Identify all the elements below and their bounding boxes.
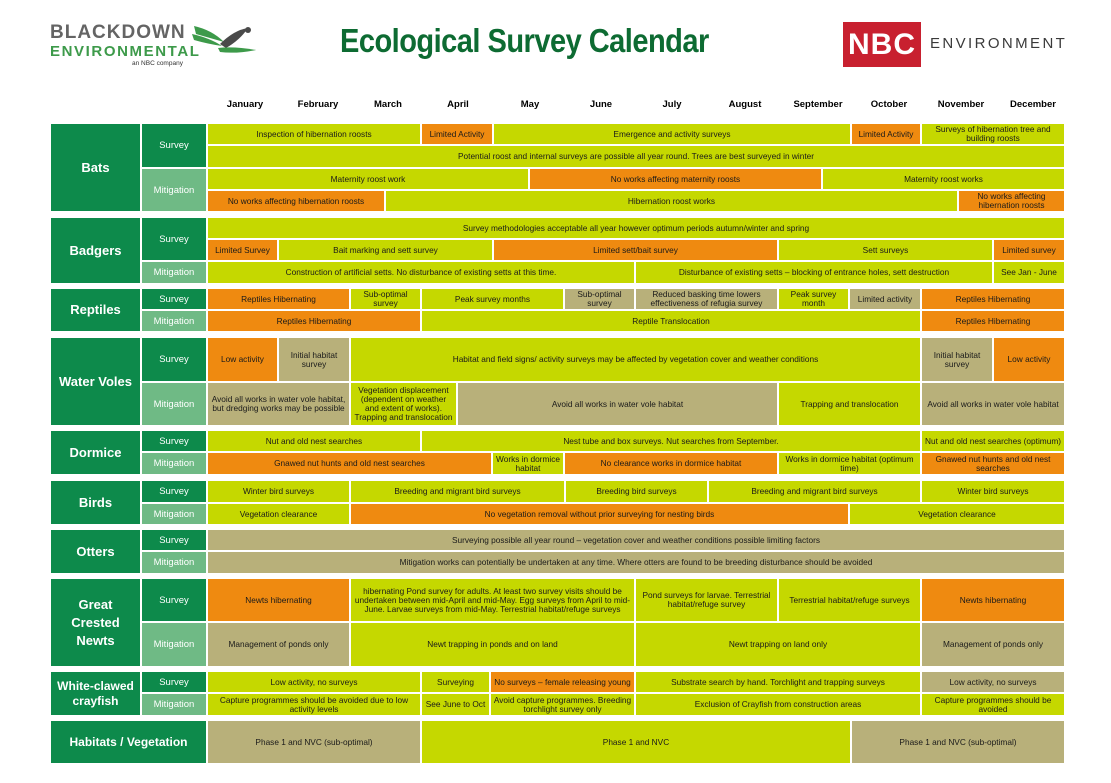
month-header: September	[793, 99, 843, 110]
calendar-cell: Peak survey months	[421, 288, 564, 310]
calendar-cell: Low activity, no surveys	[921, 671, 1065, 693]
calendar-cell: Phase 1 and NVC (sub-optimal)	[207, 720, 421, 764]
calendar-cell: Inspection of hibernation roosts	[207, 123, 421, 145]
species-crayfish: White-clawed crayfish	[50, 671, 141, 716]
row-label-mitigation: Mitigation	[141, 382, 207, 426]
row-label-mitigation: Mitigation	[141, 622, 207, 667]
calendar-cell: Reptile Translocation	[421, 310, 921, 332]
calendar-cell: Vegetation displacement (dependent on weather and extent of works). Trapping and translocation	[350, 382, 457, 426]
row-label-mitigation: Mitigation	[141, 693, 207, 716]
species-bats: Bats	[50, 123, 141, 212]
calendar-cell: Works in dormice habitat (optimum time)	[778, 452, 921, 475]
calendar-cell: Hibernation roost works	[385, 190, 958, 212]
species-dormice: Dormice	[50, 430, 141, 475]
calendar-cell: See June to Oct	[421, 693, 490, 716]
calendar-cell: Reptiles Hibernating	[207, 310, 421, 332]
blackdown-logo	[50, 20, 270, 70]
calendar-cell: Sett surveys	[778, 239, 993, 261]
calendar-cell: Mitigation works can potentially be undertaken at any time. Where otters are found to be breeding disturbance should be avoided	[207, 551, 1065, 574]
calendar-cell: Vegetation clearance	[849, 503, 1065, 525]
calendar-cell: Limited Survey	[207, 239, 278, 261]
month-header: February	[297, 99, 339, 110]
calendar-cell: Substrate search by hand. Torchlight and trapping surveys	[635, 671, 921, 693]
calendar-cell: Reduced basking time lowers effectiveness of refugia survey	[635, 288, 778, 310]
month-header: June	[589, 99, 613, 110]
calendar-cell: Surveying	[421, 671, 490, 693]
species-birds: Birds	[50, 480, 141, 525]
calendar-cell: Sub-optimal survey	[564, 288, 635, 310]
calendar-cell: Sub-optimal survey	[350, 288, 421, 310]
calendar-cell: Disturbance of existing setts – blocking of entrance holes, sett destruction	[635, 261, 993, 284]
calendar-cell: Reptiles Hibernating	[207, 288, 350, 310]
calendar-cell: Limited sett/bait survey	[493, 239, 778, 261]
month-header: May	[520, 99, 540, 110]
brand-line2: ENVIRONMENTAL	[50, 43, 201, 60]
species-great-crested-newts: Great Crested Newts	[50, 578, 141, 667]
calendar-cell: Limited Activity	[851, 123, 921, 145]
row-label-mitigation: Mitigation	[141, 310, 207, 332]
calendar-cell: Breeding bird surveys	[565, 480, 708, 503]
calendar-cell: Nut and old nest searches (optimum)	[921, 430, 1065, 452]
calendar-cell: Reptiles Hibernating	[921, 288, 1065, 310]
calendar-cell: Phase 1 and NVC	[421, 720, 851, 764]
calendar-cell: Survey methodologies acceptable all year however optimum periods autumn/winter and spring	[207, 217, 1065, 239]
calendar-cell: No works affecting hibernation roosts	[207, 190, 385, 212]
calendar-cell: Nut and old nest searches	[207, 430, 421, 452]
row-label-survey: Survey	[141, 480, 207, 503]
brand-line3: an NBC company	[132, 60, 183, 67]
calendar-cell: Capture programmes should be avoided due to low activity levels	[207, 693, 421, 716]
calendar-cell: Vegetation clearance	[207, 503, 350, 525]
calendar-cell: Initial habitat survey	[921, 337, 993, 382]
calendar-cell: Surveying possible all year round – vegetation cover and weather conditions possible limiting factors	[207, 529, 1065, 551]
row-label-mitigation: Mitigation	[141, 261, 207, 284]
month-header: August	[728, 99, 762, 110]
calendar-cell: Newt trapping on land only	[635, 622, 921, 667]
row-label-survey: Survey	[141, 430, 207, 452]
calendar-cell: Reptiles Hibernating	[921, 310, 1065, 332]
species-reptiles: Reptiles	[50, 288, 141, 332]
month-header: December	[1010, 99, 1056, 110]
calendar-cell: Breeding and migrant bird surveys	[350, 480, 565, 503]
row-label-mitigation: Mitigation	[141, 452, 207, 475]
calendar-cell: Avoid all works in water vole habitat	[457, 382, 778, 426]
calendar-cell: Phase 1 and NVC (sub-optimal)	[851, 720, 1065, 764]
row-label-mitigation: Mitigation	[141, 168, 207, 212]
calendar-cell: Avoid capture programmes. Breeding torchlight survey only	[490, 693, 635, 716]
calendar-cell: Newts hibernating	[207, 578, 350, 622]
calendar-cell: Maternity roost work	[207, 168, 529, 190]
calendar-cell: Avoid all works in water vole habitat, but dredging works may be possible	[207, 382, 350, 426]
calendar-cell: Management of ponds only	[207, 622, 350, 667]
row-label-survey: Survey	[141, 217, 207, 261]
calendar-cell: No vegetation removal without prior surveying for nesting birds	[350, 503, 849, 525]
calendar-cell: Potential roost and internal surveys are possible all year round. Trees are best surveyed in winter	[207, 145, 1065, 168]
calendar-cell: Capture programmes should be avoided	[921, 693, 1065, 716]
calendar-cell: No works affecting hibernation roosts	[958, 190, 1065, 212]
species-badgers: Badgers	[50, 217, 141, 284]
row-label-mitigation: Mitigation	[141, 503, 207, 525]
calendar-cell: Trapping and translocation	[778, 382, 921, 426]
calendar-cell: Nest tube and box surveys. Nut searches from September.	[421, 430, 921, 452]
calendar-cell: Exclusion of Crayfish from construction areas	[635, 693, 921, 716]
calendar-cell: Newts hibernating	[921, 578, 1065, 622]
month-header: July	[662, 99, 682, 110]
row-label-survey: Survey	[141, 123, 207, 168]
month-header: November	[937, 99, 985, 110]
calendar-cell: Construction of artificial setts. No disturbance of existing setts at this time.	[207, 261, 635, 284]
calendar-cell: Terrestrial habitat/refuge surveys	[778, 578, 921, 622]
calendar-cell: See Jan - June	[993, 261, 1065, 284]
calendar-cell: Emergence and activity surveys	[493, 123, 851, 145]
calendar-cell: Habitat and field signs/ activity surveys may be affected by vegetation cover and weather conditions	[350, 337, 921, 382]
row-label-survey: Survey	[141, 529, 207, 551]
calendar-cell: Limited activity	[849, 288, 921, 310]
calendar-cell: Winter bird surveys	[207, 480, 350, 503]
row-label-mitigation: Mitigation	[141, 551, 207, 574]
calendar-cell: Breeding and migrant bird surveys	[708, 480, 921, 503]
nbc-environment-text: ENVIRONMENT	[930, 35, 1068, 52]
row-label-survey: Survey	[141, 337, 207, 382]
calendar-cell: Initial habitat survey	[278, 337, 350, 382]
calendar-cell: Works in dormice habitat	[492, 452, 564, 475]
calendar-cell: No works affecting maternity roosts	[529, 168, 822, 190]
calendar-cell: Surveys of hibernation tree and building roosts	[921, 123, 1065, 145]
month-header: January	[226, 99, 264, 110]
calendar-cell: Management of ponds only	[921, 622, 1065, 667]
bird-logo-icon	[190, 20, 260, 60]
calendar-cell: No surveys – female releasing young	[490, 671, 635, 693]
calendar-cell: Gnawed nut hunts and old nest searches	[207, 452, 492, 475]
month-header: April	[447, 99, 469, 110]
calendar-cell: Bait marking and sett survey	[278, 239, 493, 261]
row-label-survey: Survey	[141, 578, 207, 622]
row-label-survey: Survey	[141, 288, 207, 310]
species-water-voles: Water Voles	[50, 337, 141, 426]
brand-line1: BLACKDOWN	[50, 22, 186, 43]
page-title: Ecological Survey Calendar	[340, 22, 709, 59]
species-otters: Otters	[50, 529, 141, 574]
month-header: October	[870, 99, 908, 110]
row-label-survey: Survey	[141, 671, 207, 693]
calendar-cell: Limited survey	[993, 239, 1065, 261]
calendar-cell: hibernating Pond survey for adults. At least two survey visits should be undertaken between mid-April and mid-May. Egg surveys from April to mid-June. Larvae surveys from mid-May. Terrestrial habitat/refuge surveys	[350, 578, 635, 622]
calendar-cell: Limited Activity	[421, 123, 493, 145]
calendar-cell: Low activity	[207, 337, 278, 382]
calendar-cell: Peak survey month	[778, 288, 849, 310]
month-header: March	[374, 99, 402, 110]
calendar-cell: Gnawed nut hunts and old nest searches	[921, 452, 1065, 475]
calendar-cell: Winter bird surveys	[921, 480, 1065, 503]
calendar-cell: Low activity, no surveys	[207, 671, 421, 693]
nbc-logo: NBC	[843, 22, 921, 67]
calendar-cell: Maternity roost works	[822, 168, 1065, 190]
calendar-cell: Low activity	[993, 337, 1065, 382]
calendar-cell: Newt trapping in ponds and on land	[350, 622, 635, 667]
calendar-cell: Pond surveys for larvae. Terrestrial habitat/refuge survey	[635, 578, 778, 622]
calendar-cell: No clearance works in dormice habitat	[564, 452, 778, 475]
species-habitats: Habitats / Vegetation	[50, 720, 207, 764]
calendar-cell: Avoid all works in water vole habitat	[921, 382, 1065, 426]
